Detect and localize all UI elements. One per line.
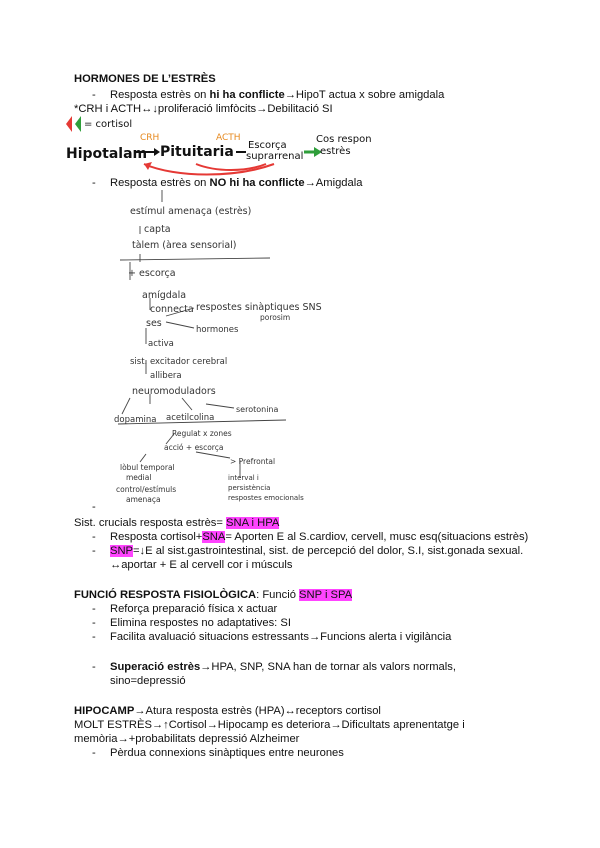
sketch-line: respostes sinàptiques SNS [196, 302, 322, 313]
label-crh: CRH [140, 133, 160, 143]
sketch-line: lòbul temporal [120, 463, 175, 472]
sketch-line: ses [146, 318, 162, 329]
label-escorca: Escorça [248, 140, 287, 151]
sketch-line: allibera [150, 371, 182, 381]
hipocamp-item: Pèrdua connexions sinàptiques entre neurones [110, 747, 344, 759]
legend-arrows-icon [66, 116, 81, 132]
sketch-line: neuromoduladors [132, 386, 216, 397]
sketch-line: estímul amenaça (estrès) [130, 206, 252, 217]
label-acth: ACTH [216, 133, 241, 143]
funcio-item: Elimina respostes no adaptatives: SI [110, 617, 291, 629]
sketch-line: medial [126, 473, 152, 482]
bullet-dash: - [92, 531, 96, 543]
sketch-line: acetilcolina [166, 413, 215, 423]
funcio-item-cont: sino=depressió [110, 675, 186, 687]
sketch-line: Regulat x zones [172, 429, 232, 438]
sketch-line: acció + escorça [164, 443, 224, 452]
hipocamp-line: MOLT ESTRÈS→↑Cortisol→Hipocamp es deteriora→Dificultats aprenentatge i [74, 719, 465, 731]
sketch-line: tàlem (àrea sensorial) [132, 240, 237, 251]
sketch-line: respostes emocionals [228, 494, 304, 502]
bullet-dash: - [92, 603, 96, 615]
label-suprarenal: suprarrenal [246, 151, 304, 162]
bullet-dash: - [92, 89, 96, 101]
funcio-item-superacio: Superació estrès→HPA, SNP, SNA han de tornar als valors normals, [110, 661, 456, 673]
section-title-hipocamp: HIPOCAMP→Atura resposta estrès (HPA)↔receptors cortisol [74, 705, 381, 717]
sketch-line: persistència [228, 484, 271, 492]
hpa-diagram [66, 112, 386, 182]
bullet-snp: SNP=↓E al sist.gastrointestinal, sist. de percepció del dolor, S.I, sist.gonada sexual. [110, 545, 524, 557]
bullet-snp-cont: ↔aportar + E al cervell cor i músculs [110, 559, 293, 571]
bullet-cortisol-sna: Resposta cortisol+SNA= Aporten E al S.cardiov, cervell, musc esq(situacions estrès) [110, 531, 529, 543]
sketch-line: amígdala [142, 290, 187, 301]
label-estres: estrès [320, 146, 351, 157]
sist-crucials: Sist. crucials resposta estrès= SNA i HPA [74, 517, 280, 529]
bullet-no-conflict: Resposta estrès on NO hi ha conflicte→Amigdala [110, 177, 363, 189]
label-hipotalam: Hipotalam [66, 146, 148, 162]
sketch-line: > Prefrontal [230, 457, 276, 466]
label-pituitaria: Pituitaria [160, 144, 234, 160]
bullet-dash: - [92, 617, 96, 629]
bullet-dash: - [92, 661, 96, 673]
bullet-dash: - [92, 545, 96, 557]
bullet-dash: - [92, 177, 96, 189]
legend-cortisol: = cortisol [84, 119, 133, 130]
sketch-line: dopamina [114, 415, 157, 425]
handwritten-flow-sketch [110, 188, 350, 506]
section-title-funcio: FUNCIÓ RESPOSTA FISIOLÒGICA: Funció SNP i SPA [74, 589, 353, 601]
note-crh-acth: *CRH i ACTH↔↓proliferació limfòcits→Debilitació SI [74, 103, 333, 115]
sketch-line: connecta [150, 304, 194, 315]
bullet-dash: - [92, 747, 96, 759]
sketch-line: hormones [196, 325, 239, 335]
sketch-line: porosim [260, 313, 291, 322]
sketch-line: + escorça [128, 268, 176, 279]
highlight-sna-hpa: SNA i HPA [226, 517, 280, 529]
sketch-line: amenaça [126, 495, 161, 504]
bullet-conflict: Resposta estrès on hi ha conflicte→HipoT actua x sobre amigdala [110, 89, 445, 101]
funcio-item: Facilita avaluació situacions estressants→Funcions alerta i vigilància [110, 631, 452, 643]
bullet-dash: - [92, 501, 96, 513]
label-cos-respon: Cos respon [316, 134, 372, 145]
funcio-item: Reforça preparació física x actuar [110, 603, 278, 615]
sketch-line: capta [144, 224, 171, 235]
sketch-line: sist. excitador cerebral [130, 357, 228, 367]
sketch-line: control/estímuls [116, 485, 177, 494]
sketch-line: activa [148, 339, 174, 349]
sketch-line: interval i [228, 474, 259, 482]
bullet-dash: - [92, 631, 96, 643]
section-title-hormones: HORMONES DE L’ESTRÈS [74, 73, 216, 85]
sketch-line: serotonina [236, 405, 279, 414]
hipocamp-line: memòria→+probabilitats depressió Alzheimer [74, 733, 300, 745]
